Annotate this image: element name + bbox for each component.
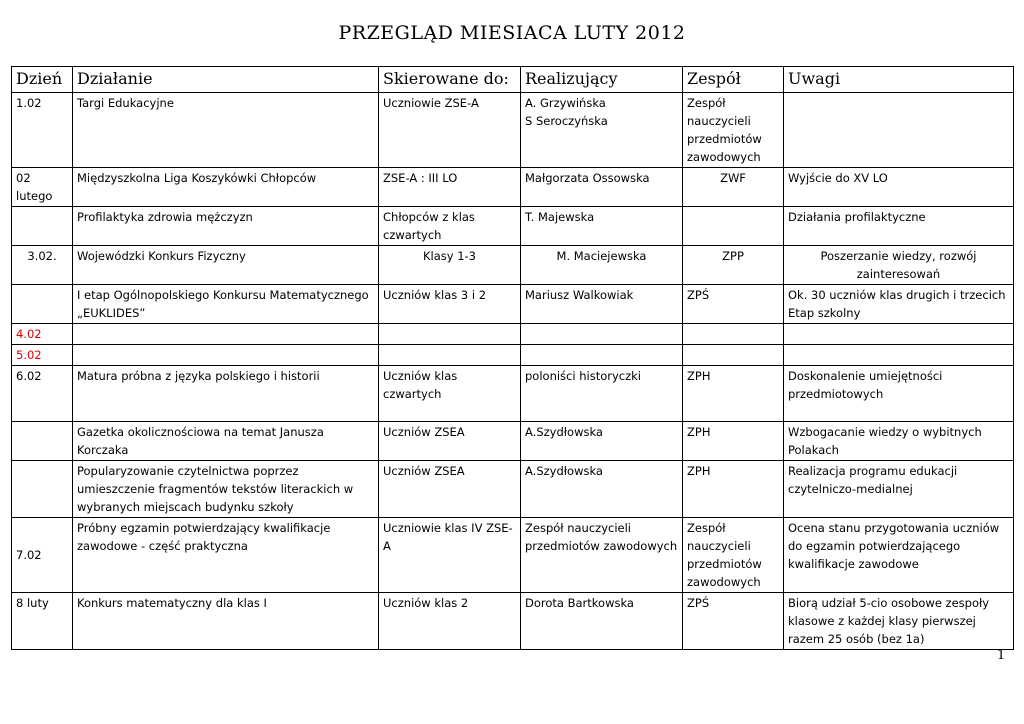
cell-target: ZSE-A : III LO	[379, 168, 521, 207]
cell-action: Targi Edukacyjne	[73, 93, 379, 168]
header-day: Dzień	[12, 67, 73, 93]
cell-target: Chłopców z klas czwartych	[379, 207, 521, 246]
cell-team: ZPH	[683, 366, 784, 422]
cell-day: 02 lutego	[12, 168, 73, 207]
cell-action: Gazetka okolicznościowa na temat Janusza Korczaka	[73, 422, 379, 461]
cell-notes: Wzbogacanie wiedzy o wybitnych Polakach	[784, 422, 1014, 461]
cell-target	[379, 345, 521, 366]
header-action: Działanie	[73, 67, 379, 93]
cell-day	[12, 461, 73, 518]
cell-executor: Zespół nauczycieli przedmiotów zawodowych	[521, 518, 683, 593]
cell-team	[683, 207, 784, 246]
cell-action: Próbny egzamin potwierdzający kwalifikacje zawodowe - część praktyczna	[73, 518, 379, 593]
page-number: 1	[997, 648, 1006, 663]
table-row	[12, 93, 1014, 168]
cell-action: Popularyzowanie czytelnictwa poprzez umieszczenie fragmentów tekstów literackich w wybranych miejscach budynku szkoły	[73, 461, 379, 518]
cell-day: 3.02.	[12, 246, 73, 285]
table-row	[12, 345, 1014, 366]
cell-target	[379, 324, 521, 345]
cell-notes	[784, 93, 1014, 168]
cell-team: Zespół nauczycieli przedmiotów zawodowych	[683, 93, 784, 168]
cell-executor	[521, 324, 683, 345]
cell-team: ZPH	[683, 461, 784, 518]
cell-team: ZPŚ	[683, 593, 784, 650]
cell-day: 6.02	[12, 366, 73, 422]
cell-day	[12, 285, 73, 324]
cell-day	[12, 422, 73, 461]
table-row	[12, 168, 1014, 207]
cell-day: 7.02	[12, 518, 73, 593]
cell-target: Uczniów klas 2	[379, 593, 521, 650]
table-header-row	[12, 67, 1014, 93]
cell-notes: Biorą udział 5-cio osobowe zespoły klasowe z każdej klasy pierwszej razem 25 osób (bez 1a)	[784, 593, 1014, 650]
cell-action	[73, 345, 379, 366]
cell-team: Zespół nauczycieli przedmiotów zawodowych	[683, 518, 784, 593]
table-row	[12, 246, 1014, 285]
cell-target: Uczniów klas 3 i 2	[379, 285, 521, 324]
cell-executor: Mariusz Walkowiak	[521, 285, 683, 324]
table-row	[12, 366, 1014, 422]
cell-target: Klasy 1-3	[379, 246, 521, 285]
page-title: PRZEGLĄD MIESIACA LUTY 2012	[338, 22, 686, 44]
cell-team: ZPŚ	[683, 285, 784, 324]
header-team: Zespół	[683, 67, 784, 93]
cell-executor: M. Maciejewska	[521, 246, 683, 285]
table-row	[12, 285, 1014, 324]
table-row	[12, 518, 1014, 593]
cell-action: Międzyszkolna Liga Koszykówki Chłopców	[73, 168, 379, 207]
cell-action	[73, 324, 379, 345]
cell-day: 1.02	[12, 93, 73, 168]
table-row	[12, 422, 1014, 461]
cell-notes	[784, 324, 1014, 345]
cell-notes: Doskonalenie umiejętności przedmiotowych	[784, 366, 1014, 422]
cell-day	[12, 207, 73, 246]
cell-executor: poloniści historyczki	[521, 366, 683, 422]
table-row	[12, 593, 1014, 650]
cell-action: I etap Ogólnopolskiego Konkursu Matematycznego „EUKLIDES”	[73, 285, 379, 324]
cell-team	[683, 324, 784, 345]
table-row	[12, 324, 1014, 345]
cell-team: ZWF	[683, 168, 784, 207]
cell-target: Uczniów klas czwartych	[379, 366, 521, 422]
cell-notes: Poszerzanie wiedzy, rozwój zainteresowań	[784, 246, 1014, 285]
cell-team	[683, 345, 784, 366]
cell-day: 4.02	[12, 324, 73, 345]
cell-executor: Dorota Bartkowska	[521, 593, 683, 650]
cell-executor: T. Majewska	[521, 207, 683, 246]
cell-executor: A.Szydłowska	[521, 461, 683, 518]
cell-notes: Wyjście do XV LO	[784, 168, 1014, 207]
cell-target: Uczniów ZSEA	[379, 422, 521, 461]
header-target: Skierowane do:	[379, 67, 521, 93]
cell-notes: Działania profilaktyczne	[784, 207, 1014, 246]
monthly-plan-table	[11, 66, 1014, 650]
cell-notes	[784, 345, 1014, 366]
cell-action: Konkurs matematyczny dla klas I	[73, 593, 379, 650]
header-notes: Uwagi	[784, 67, 1014, 93]
cell-executor: A. Grzywińska S Seroczyńska	[521, 93, 683, 168]
cell-executor: A.Szydłowska	[521, 422, 683, 461]
cell-notes: Ok. 30 uczniów klas drugich i trzecich Etap szkolny	[784, 285, 1014, 324]
table-row	[12, 207, 1014, 246]
table-row	[12, 461, 1014, 518]
cell-action: Profilaktyka zdrowia mężczyzn	[73, 207, 379, 246]
cell-notes: Realizacja programu edukacji czytelniczo-medialnej	[784, 461, 1014, 518]
header-executor: Realizujący	[521, 67, 683, 93]
cell-notes: Ocena stanu przygotowania uczniów do egzamin potwierdzającego kwalifikacje zawodowe	[784, 518, 1014, 593]
cell-team: ZPP	[683, 246, 784, 285]
cell-team: ZPH	[683, 422, 784, 461]
cell-action: Wojewódzki Konkurs Fizyczny	[73, 246, 379, 285]
cell-target: Uczniowie klas IV ZSE-A	[379, 518, 521, 593]
cell-executor: Małgorzata Ossowska	[521, 168, 683, 207]
cell-target: Uczniów ZSEA	[379, 461, 521, 518]
cell-day: 5.02	[12, 345, 73, 366]
cell-executor	[521, 345, 683, 366]
cell-action: Matura próbna z języka polskiego i historii	[73, 366, 379, 422]
cell-target: Uczniowie ZSE-A	[379, 93, 521, 168]
cell-day: 8 luty	[12, 593, 73, 650]
